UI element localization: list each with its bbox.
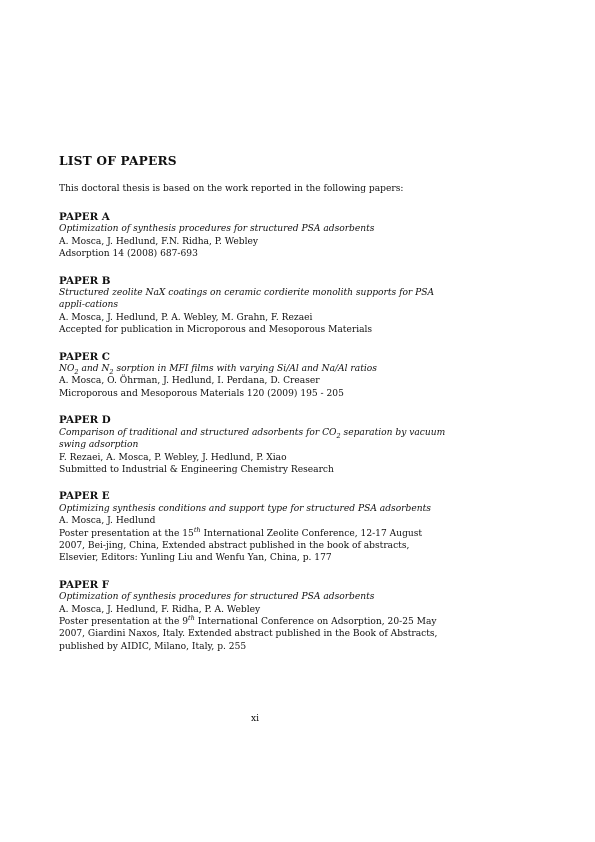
paper-authors: A. Mosca, O. Öhrman, J. Hedlund, I. Perdana, D. Creaser bbox=[59, 376, 320, 387]
page-number: xi bbox=[250, 714, 260, 724]
paper-authors: A. Mosca, J. Hedlund, F. Ridha, P. A. Webley bbox=[59, 604, 261, 615]
paper-venue: Poster presentation at the 15th International Zeolite Conference, 12-17 August 2007, Bei-jing, China, Extended abstract published in the book of abstracts, Elsevier, Editors: Yunling Liu and Wenfu Yan, China, p. 177 bbox=[59, 525, 423, 564]
paper-title: Comparison of traditional and structured adsorbents for $CO_2$ separation by vacuum swing adsorption bbox=[59, 427, 446, 451]
paper-f bbox=[59, 579, 448, 653]
paper-venue: Microporous and Mesoporous Materials 120 (2009) 195 - 205 bbox=[59, 388, 344, 399]
paper-venue: Accepted for publication in Microporous and Mesoporous Materials bbox=[59, 325, 373, 336]
list-of-papers bbox=[59, 154, 448, 667]
paper-title: Optimizing synthesis conditions and support type for structured PSA adsorbents bbox=[59, 503, 431, 514]
paper-label: PAPER F bbox=[59, 578, 110, 591]
paper-title: Structured zeolite NaX coatings on ceramic cordierite monolith supports for PSA appli-cations bbox=[59, 288, 435, 311]
paper-venue: Adsorption 14 (2008) 687-693 bbox=[59, 249, 198, 260]
paper-label: PAPER C bbox=[59, 350, 110, 363]
paper-label: PAPER B bbox=[59, 274, 111, 287]
paper-label: PAPER E bbox=[59, 490, 110, 503]
paper-c bbox=[59, 351, 448, 401]
intro-text: This doctoral thesis is based on the work reported in the following papers: bbox=[59, 184, 404, 194]
paper-authors: A. Mosca, J. Hedlund bbox=[59, 516, 156, 527]
paper-authors: F. Rezaei, A. Mosca, P. Webley, J. Hedlund, P. Xiao bbox=[59, 452, 287, 463]
paper-label: PAPER A bbox=[59, 211, 110, 223]
paper-b bbox=[59, 275, 448, 337]
paper-authors: A. Mosca, J. Hedlund, F.N. Ridha, P. Webley bbox=[59, 236, 259, 247]
paper-title: Optimization of synthesis procedures for structured PSA adsorbents bbox=[59, 592, 375, 603]
paper-authors: A. Mosca, J. Hedlund, P. A. Webley, M. Grahn, F. Rezaei bbox=[59, 312, 313, 323]
paper-d bbox=[59, 414, 448, 476]
paper-label: PAPER D bbox=[59, 414, 111, 427]
paper-a bbox=[59, 211, 448, 261]
paper-title: $NO_2$ and $N_2$ sorption in MFI films with varying Si/Al and Na/Al ratios bbox=[59, 364, 377, 376]
paper-title: Optimization of synthesis procedures for structured PSA adsorbents bbox=[59, 224, 375, 235]
paper-venue: Poster presentation at the 9th International Conference on Adsorption, 20-25 May 2007, Giardini Naxos, Italy. Extended abstract published in the Book of Abstracts, published by AIDIC, Milano, Italy, p. 255 bbox=[59, 613, 438, 652]
paper-venue: Submitted to Industrial & Engineering Chemistry Research bbox=[59, 464, 334, 475]
paper-e bbox=[59, 490, 448, 564]
page-title: LIST OF PAPERS bbox=[59, 154, 177, 168]
